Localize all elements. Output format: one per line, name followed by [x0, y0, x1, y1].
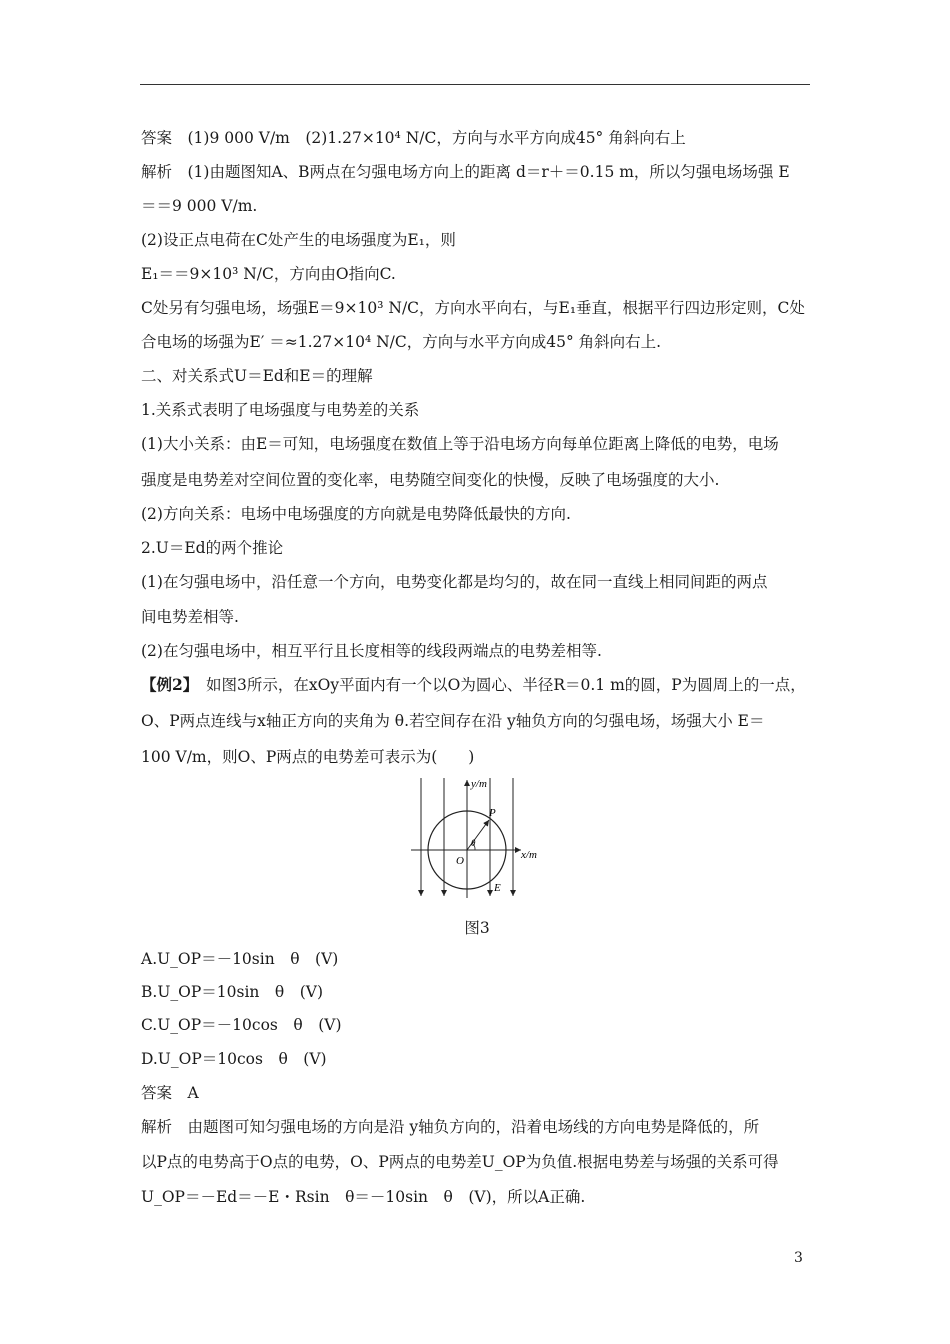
solution-2-line-2: E₁＝＝9×10³ N/C，方向由O指向C. [141, 265, 396, 283]
option-d: D.U_OP＝10cos θ (V) [141, 1050, 327, 1068]
answer-2: 答案 A [141, 1084, 199, 1102]
header-rule [140, 84, 810, 85]
option-b: B.U_OP＝10sin θ (V) [141, 983, 324, 1001]
section-heading-2: 二、对关系式U＝Ed和E＝的理解 [141, 367, 373, 385]
point-2-line-2: 间电势差相等. [141, 608, 239, 626]
point-1-line-1: (1)大小关系：由E＝可知，电场强度在数值上等于沿电场方向每单位距离上降低的电势，电场 [141, 435, 779, 453]
origin-label: O [456, 855, 464, 867]
point-2-line-3: (2)在匀强电场中，相互平行且长度相等的线段两端点的电势差相等. [141, 642, 602, 660]
x-axis-label: x/m [521, 849, 537, 861]
solution-2-line-4: 合电场的场强为E′ ＝≈1.27×10⁴ N/C，方向与水平方向成45° 角斜向右上. [141, 333, 662, 351]
example-tag: 【例2】 [141, 675, 191, 694]
page-number: 3 [794, 1250, 803, 1266]
solution-3-line-2: 以P点的电势高于O点的电势，O、P两点的电势差U_OP为负值.根据电势差与场强的关系可得 [141, 1153, 779, 1171]
field-label: E [494, 882, 501, 894]
point-1-line-2: 强度是电势差对空间位置的变化率，电势随空间变化的快慢，反映了电场强度的大小. [141, 471, 720, 489]
solution-2-line-1: (2)设正点电荷在C处产生的电场强度为E₁，则 [141, 231, 456, 249]
option-a: A.U_OP＝－10sin θ (V) [141, 950, 339, 968]
solution-2-line-3: C处另有匀强电场，场强E＝9×10³ N/C，方向水平向右，与E₁垂直，根据平行四边形定则，C处 [141, 299, 805, 317]
example-line-1 [141, 674, 806, 696]
solution-1-line-2: ＝＝9 000 V/m. [141, 197, 258, 215]
angle-label: θ [471, 838, 476, 848]
example-line-2: O、P两点连线与x轴正方向的夹角为 θ.若空间存在沿 y轴负方向的匀强电场，场强大小 E＝ [141, 712, 765, 730]
figure-caption: 图3 [464, 919, 490, 937]
point-1-heading: 1.关系式表明了电场强度与电势差的关系 [141, 401, 420, 419]
point-2-heading: 2.U＝Ed的两个推论 [141, 539, 284, 557]
example-line-3: 100 V/m，则O、P两点的电势差可表示为( ) [141, 748, 475, 766]
solution-3-line-1: 解析 由题图可知匀强电场的方向是沿 y轴负方向的，沿着电场线的方向电势是降低的，所 [141, 1118, 760, 1136]
option-c: C.U_OP＝－10cos θ (V) [141, 1016, 342, 1034]
point-p-label: P [489, 807, 496, 819]
solution-1-line-1: 解析 (1)由题图知A、B两点在匀强电场方向上的距离 d＝r＋＝0.15 m，所以匀强电场场强 E [141, 163, 790, 181]
y-axis-label: y/m [471, 778, 487, 790]
example-text-1: 如图3所示，在xOy平面内有一个以O为圆心、半径R＝0.1 m的圆，P为圆周上的一点， [190, 676, 806, 694]
point-2-line-1: (1)在匀强电场中，沿任意一个方向，电势变化都是均匀的，故在同一直线上相同间距的两点 [141, 573, 768, 591]
answer-1: 答案 (1)9 000 V/m (2)1.27×10⁴ N/C，方向与水平方向成45° 角斜向右上 [141, 129, 686, 147]
solution-3-line-3: U_OP＝－Ed＝－E・Rsin θ＝－10sin θ (V)，所以A正确. [141, 1188, 586, 1206]
field-diagram [411, 776, 551, 906]
point-1-line-3: (2)方向关系：电场中电场强度的方向就是电势降低最快的方向. [141, 505, 571, 523]
